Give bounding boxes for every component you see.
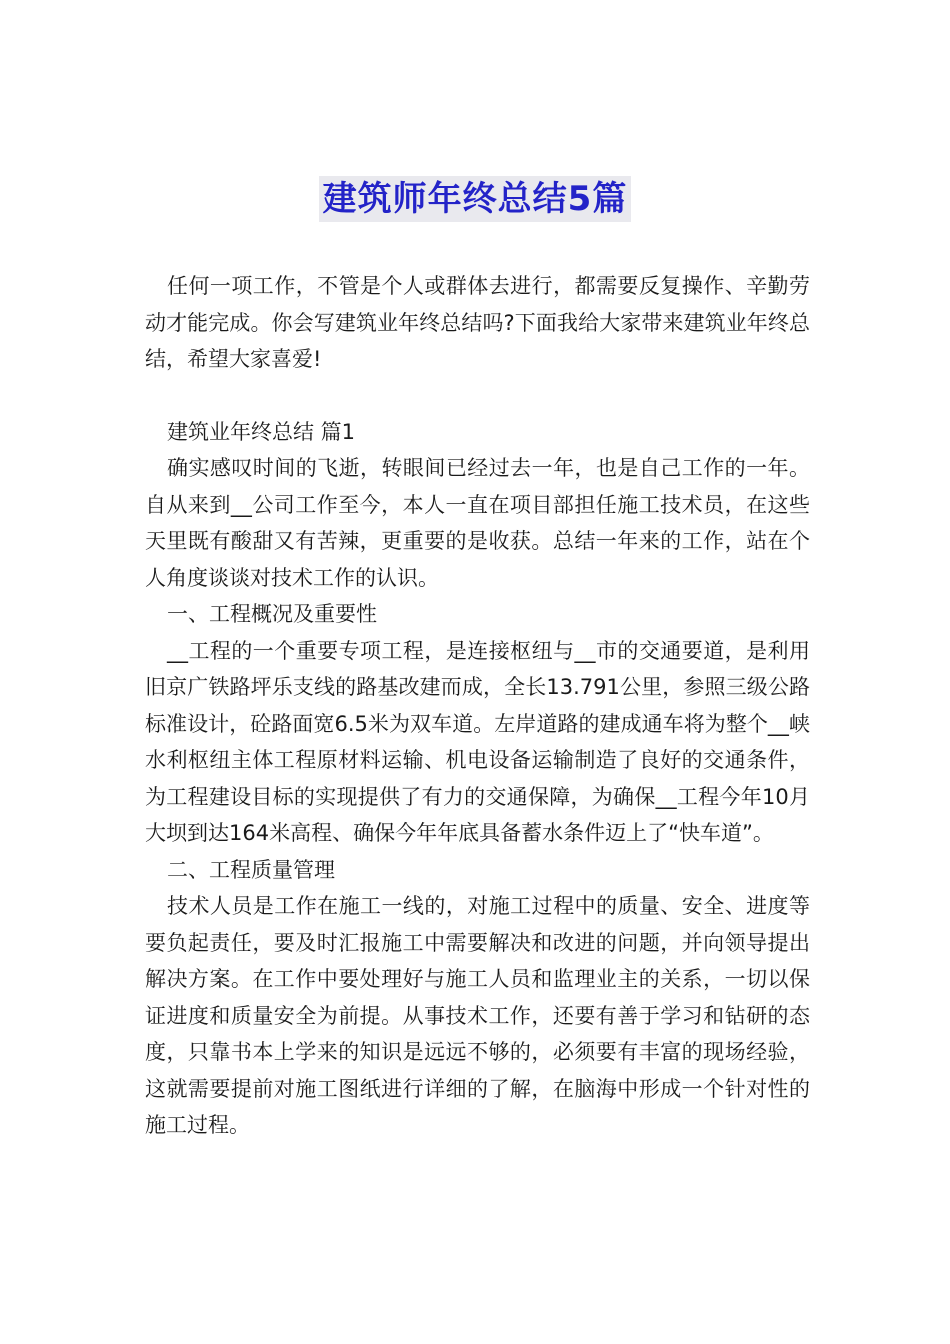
body-paragraph-2: __工程的一个重要专项工程，是连接枢纽与__市的交通要道，是利用旧京广铁路坪乐支线的路基改建而成，全长13.791公里，参照三级公路标准设计，砼路面宽6.5米为双车道。左岸道路的建成通车将为整个__峡水利枢纽主体工程原材料运输、机电设备运输制造了良好的交通条件，为工程建设目标的实现提供了有力的交通保障，为确保__工程今年10月大坝到达164米高程、确保今年年底具备蓄水条件迈上了“快车道”。	[145, 638, 810, 845]
intro-paragraph: 任何一项工作，不管是个人或群体去进行，都需要反复操作、辛勤劳动才能完成。你会写建筑业年终总结吗?下面我给大家带来建筑业年终总结，希望大家喜爱!	[145, 274, 810, 371]
section-heading-1: 一、工程概况及重要性	[167, 602, 377, 626]
document-body	[145, 268, 810, 1144]
title-container	[0, 176, 950, 222]
section-heading-2: 二、工程质量管理	[167, 857, 335, 882]
body-paragraph-1: 确实感叹时间的飞逝，转眼间已经过去一年，也是自己工作的一年。自从来到__公司工作至今，本人一直在项目部担任施工技术员，在这些天里既有酸甜又有苦辣，更重要的是收获。总结一年来的工作，站在个人角度谈谈对技术工作的认识。	[145, 456, 810, 590]
body-paragraph-3: 技术人员是工作在施工一线的，对施工过程中的质量、安全、进度等要负起责任，要及时汇报施工中需要解决和改进的问题，并向领导提出解决方案。在工作中要处理好与施工人员和监理业主的关系，一切以保证进度和质量安全为前提。从事技术工作，还要有善于学习和钻研的态度，只靠书本上学来的知识是远远不够的，必须要有丰富的现场经验，这就需要提前对施工图纸进行详细的了解，在脑海中形成一个针对性的施工过程。	[145, 894, 810, 1137]
section-title: 建筑业年终总结 篇1	[167, 419, 356, 444]
paragraph-spacer	[145, 378, 810, 414]
document-title: 建筑师年终总结5篇	[319, 176, 632, 222]
